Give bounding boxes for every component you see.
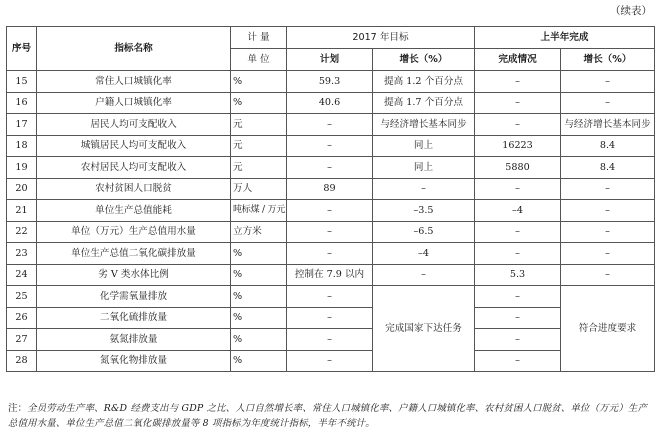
row-unit: 元 xyxy=(231,135,287,157)
row-growth2: – xyxy=(561,200,655,222)
row-index: 26 xyxy=(7,307,37,329)
row-index: 23 xyxy=(7,243,37,265)
row-unit: % xyxy=(231,92,287,114)
row-name: 单位生产总值二氧化碳排放量 xyxy=(37,243,231,265)
row-growth2: – xyxy=(561,92,655,114)
row-plan: 89 xyxy=(287,178,373,200)
row-growth: –6.5 xyxy=(373,221,475,243)
row-index: 22 xyxy=(7,221,37,243)
row-growth2: 与经济增长基本同步 xyxy=(561,114,655,136)
row-name: 单位生产总值能耗 xyxy=(37,200,231,222)
row-unit: 立方米 xyxy=(231,221,287,243)
row-unit: % xyxy=(231,350,287,372)
row-unit: % xyxy=(231,264,287,286)
table-row xyxy=(7,157,655,179)
table-row xyxy=(7,178,655,200)
merged-growth: 完成国家下达任务 xyxy=(373,286,475,372)
row-plan: – xyxy=(287,114,373,136)
table-row xyxy=(7,71,655,93)
row-plan: – xyxy=(287,221,373,243)
table-row xyxy=(7,92,655,114)
row-unit: % xyxy=(231,329,287,351)
row-unit: 元 xyxy=(231,114,287,136)
row-growth2: – xyxy=(561,221,655,243)
row-unit: 元 xyxy=(231,157,287,179)
row-name: 氨氮排放量 xyxy=(37,329,231,351)
row-unit: 吨标煤 / 万元 xyxy=(231,200,287,222)
note-prefix: 注： xyxy=(8,403,28,414)
row-done: 16223 xyxy=(475,135,561,157)
row-name: 常住人口城镇化率 xyxy=(37,71,231,93)
row-growth: –3.5 xyxy=(373,200,475,222)
row-done: –4 xyxy=(475,200,561,222)
row-plan: – xyxy=(287,200,373,222)
row-done: – xyxy=(475,307,561,329)
row-growth: – xyxy=(373,264,475,286)
row-plan: 40.6 xyxy=(287,92,373,114)
table-row xyxy=(7,200,655,222)
table-row xyxy=(7,243,655,265)
header-name: 指标名称 xyxy=(37,27,231,71)
row-plan: – xyxy=(287,307,373,329)
row-name: 化学需氧量排放 xyxy=(37,286,231,308)
row-growth: 与经济增长基本同步 xyxy=(373,114,475,136)
row-index: 15 xyxy=(7,71,37,93)
row-index: 28 xyxy=(7,350,37,372)
row-name: 户籍人口城镇化率 xyxy=(37,92,231,114)
row-done: 5.3 xyxy=(475,264,561,286)
table-note xyxy=(8,401,654,431)
header-unit-top: 计 量 xyxy=(231,27,287,49)
row-index: 18 xyxy=(7,135,37,157)
table-row xyxy=(7,329,655,351)
row-plan: – xyxy=(287,350,373,372)
row-growth: 同上 xyxy=(373,157,475,179)
header-unit-bottom: 单 位 xyxy=(231,49,287,71)
note-text: 全员劳动生产率、R&D 经费支出与 GDP 之比、人口自然增长率、常住人口城镇化率、户籍人口城镇化率、农村贫困人口脱贫、单位（万元）生产总值用水量、单位生产总值二氧化碳排放量等 8 项指标为年度统计指标，半年不统计。 xyxy=(8,403,648,429)
row-growth: 提高 1.7 个百分点 xyxy=(373,92,475,114)
row-index: 27 xyxy=(7,329,37,351)
row-index: 16 xyxy=(7,92,37,114)
header-plan: 计划 xyxy=(287,49,373,71)
row-index: 19 xyxy=(7,157,37,179)
row-done: – xyxy=(475,178,561,200)
row-index: 24 xyxy=(7,264,37,286)
row-index: 25 xyxy=(7,286,37,308)
indicator-table xyxy=(6,26,655,372)
row-done: – xyxy=(475,114,561,136)
continued-label: （续表） xyxy=(610,5,652,17)
row-plan: – xyxy=(287,286,373,308)
row-plan: 59.3 xyxy=(287,71,373,93)
row-name: 单位（万元）生产总值用水量 xyxy=(37,221,231,243)
row-growth2: 8.4 xyxy=(561,157,655,179)
table-row xyxy=(7,221,655,243)
row-name: 氮氧化物排放量 xyxy=(37,350,231,372)
row-plan: – xyxy=(287,157,373,179)
row-unit: % xyxy=(231,243,287,265)
header-target-group: 2017 年目标 xyxy=(287,27,475,49)
table-row xyxy=(7,264,655,286)
row-unit: 万人 xyxy=(231,178,287,200)
row-done: – xyxy=(475,243,561,265)
row-index: 20 xyxy=(7,178,37,200)
row-index: 17 xyxy=(7,114,37,136)
header-done: 完成情况 xyxy=(475,49,561,71)
row-growth2: – xyxy=(561,264,655,286)
merged-growth2: 符合进度要求 xyxy=(561,286,655,372)
row-done: – xyxy=(475,71,561,93)
row-growth: –4 xyxy=(373,243,475,265)
row-done: – xyxy=(475,221,561,243)
row-plan: 控制在 7.9 以内 xyxy=(287,264,373,286)
table-row xyxy=(7,286,655,308)
row-index: 21 xyxy=(7,200,37,222)
row-done: – xyxy=(475,350,561,372)
header-half-year-group: 上半年完成 xyxy=(475,27,655,49)
row-growth2: – xyxy=(561,243,655,265)
row-plan: – xyxy=(287,329,373,351)
row-plan: – xyxy=(287,135,373,157)
row-name: 城镇居民人均可支配收入 xyxy=(37,135,231,157)
row-growth2: – xyxy=(561,178,655,200)
table-row xyxy=(7,114,655,136)
row-name: 二氧化硫排放量 xyxy=(37,307,231,329)
row-done: 5880 xyxy=(475,157,561,179)
row-done: – xyxy=(475,92,561,114)
header-index: 序号 xyxy=(7,27,37,71)
row-growth: – xyxy=(373,178,475,200)
table-row xyxy=(7,350,655,372)
row-unit: % xyxy=(231,71,287,93)
header-growth2: 增长（%） xyxy=(561,49,655,71)
row-unit: % xyxy=(231,307,287,329)
row-name: 农村居民人均可支配收入 xyxy=(37,157,231,179)
header-growth: 增长（%） xyxy=(373,49,475,71)
row-growth: 提高 1.2 个百分点 xyxy=(373,71,475,93)
header-row-1 xyxy=(7,27,655,49)
row-growth: 同上 xyxy=(373,135,475,157)
table-row xyxy=(7,135,655,157)
table-row xyxy=(7,307,655,329)
row-name: 农村贫困人口脱贫 xyxy=(37,178,231,200)
row-done: – xyxy=(475,286,561,308)
row-done: – xyxy=(475,329,561,351)
row-name: 居民人均可支配收入 xyxy=(37,114,231,136)
row-growth2: – xyxy=(561,71,655,93)
row-unit: % xyxy=(231,286,287,308)
row-name: 劣 V 类水体比例 xyxy=(37,264,231,286)
row-growth2: 8.4 xyxy=(561,135,655,157)
row-plan: – xyxy=(287,243,373,265)
